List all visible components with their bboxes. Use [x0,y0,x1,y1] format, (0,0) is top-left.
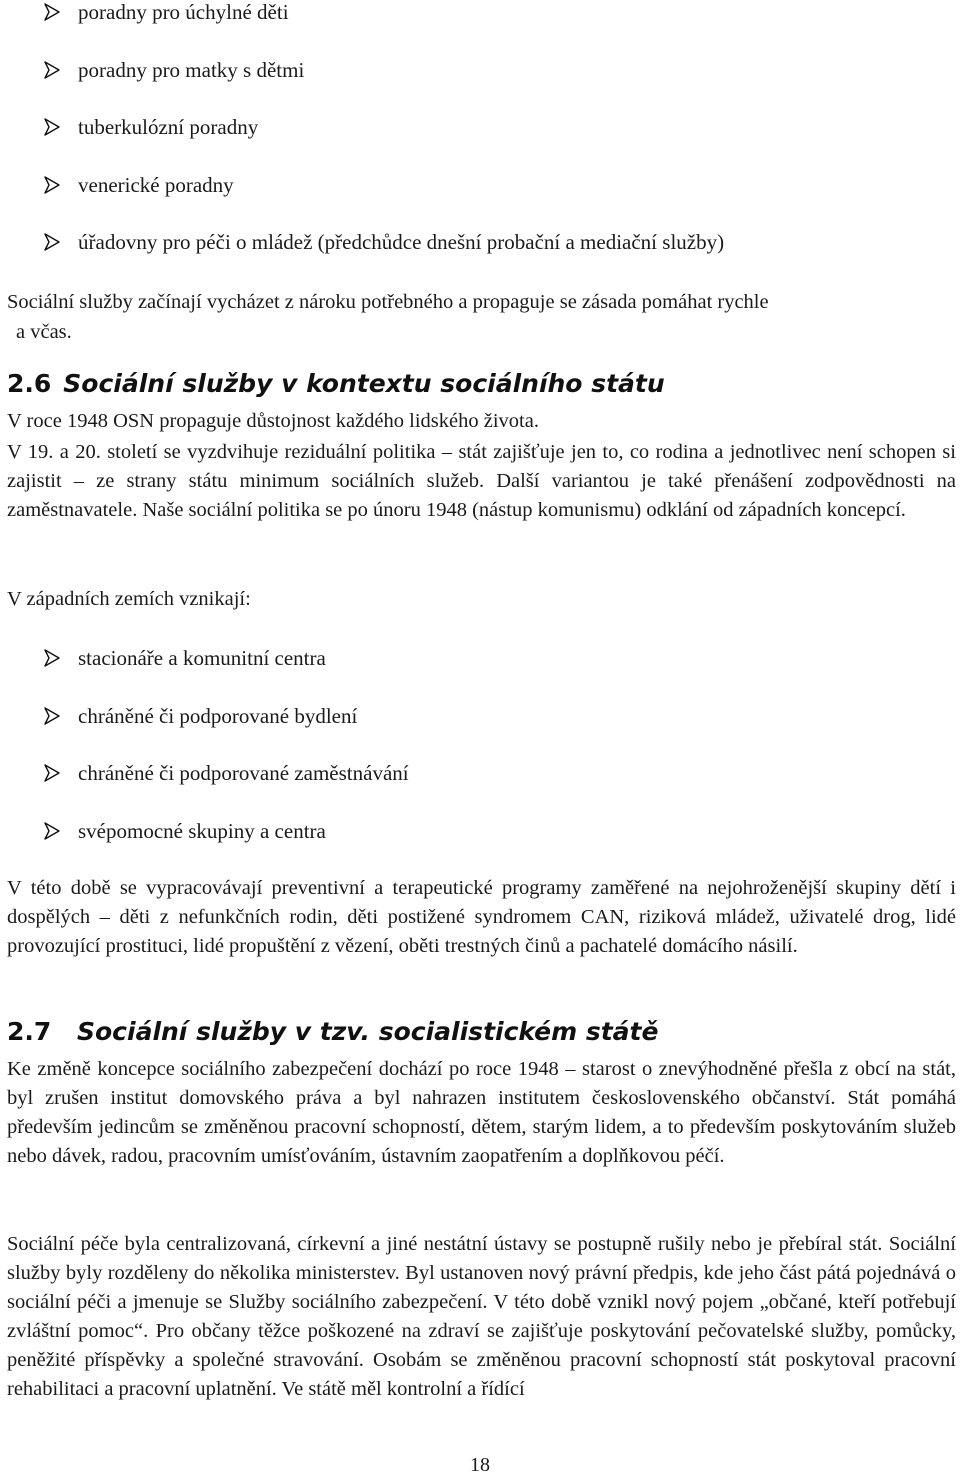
arrowhead-bullet-icon [42,648,62,668]
section-title: Sociální služby v kontextu sociálního státu [63,369,665,398]
list-item-text: chráněné či podporované bydlení [78,704,358,728]
arrowhead-bullet-icon [42,117,62,137]
list-item-text: svépomocné skupiny a centra [78,819,326,843]
concept-change-paragraph: Ke změně koncepce sociálního zabezpečení dochází po roce 1948 – starost o znevýhodněné přešla z obcí na stát, byl zrušen institut domovského práva a byl nahrazen institutem československého občanství. Stát pomáhá především jedincům se změněnou pracovní schopností, dětem, starým lidem, a to především poskytováním služeb nebo dávek, radou, pracovním umísťováním, ústavním zaopatřením a doplňkovou péčí. [7,1058,956,1167]
arrowhead-bullet-icon [42,175,62,195]
list-item-text: poradny pro matky s dětmi [78,58,305,82]
arrowhead-bullet-icon [42,763,62,783]
section-heading-2-7 [7,1015,658,1049]
intro-line-1: Sociální služby začínají vycházet z nároku potřebného a propaguje se zásada pomáhat rychle [7,291,769,313]
prevention-paragraph: V této době se vypracovávají preventivní a terapeutické programy zaměřené na nejohroženější skupiny dětí i dospělých – děti z nefunkčních rodin, děti postižené syndromem CAN, riziková mládež, uživatelé drog, lidé provozující prostituci, lidé propuštění z vězení, oběti trestných činů a pachatelé domácího násilí. [7,877,956,957]
centralization-paragraph: Sociální péče byla centralizovaná, církevní a jiné nestátní ústavy se postupně rušily nebo je přebíral stát. Sociální služby byly rozděleny do několika ministerstev. Byl ustanoven nový právní předpis, kde jeho část pátá pojednává o sociální péči a jmenuje se Služby sociálního zabezpečení. V této době vznikl nový pojem „občané, kteří potřebují zvláštní pomoc“. Pro občany těžce poškozené na zdraví se zajišťuje poskytování pečovatelské služby, pomůcky, peněžité příspěvky a společné stravování. Osobám se změněnou pracovní schopností stát poskytoval pracovní rehabilitaci a pracovní uplatnění. Ve státě měl kontrolní a řídící [7,1233,956,1400]
west-intro: V západních zemích vznikají: [7,588,251,610]
list-item-text: venerické poradny [78,173,234,197]
arrowhead-bullet-icon [42,60,62,80]
list-item-text: poradny pro úchylné děti [78,0,289,24]
arrowhead-bullet-icon [42,2,62,22]
section-heading-2-6 [7,367,665,401]
page-number: 18 [470,1454,490,1476]
list-item-text: tuberkulózní poradny [78,115,259,139]
un-sentence: V roce 1948 OSN propaguje důstojnost každého lidského života. [7,410,539,432]
list-item-text: stacionáře a komunitní centra [78,646,326,670]
list-item-text: úřadovny pro péči o mládež (předchůdce dnešní probační a mediační služby) [78,230,725,254]
section-title: Sociální služby v tzv. socialistickém státě [77,1017,659,1046]
intro-line-2: a včas. [16,321,72,343]
section-number: 2.7 [7,1017,52,1046]
section-number: 2.6 [7,369,52,398]
residual-policy-paragraph: V 19. a 20. století se vyzdvihuje reziduální politika – stát zajišťuje jen to, co rodina a jednotlivec není schopen si zajistit – ze strany státu minimum sociálních služeb. Další variantou je také přenášení zodpovědnosti na zaměstnavatele. Naše sociální politika se po únoru 1948 (nástup komunismu) odklání od západních koncepcí. [7,441,956,521]
arrowhead-bullet-icon [42,821,62,841]
list-item-text: chráněné či podporované zaměstnávání [78,761,409,785]
arrowhead-bullet-icon [42,232,62,252]
arrowhead-bullet-icon [42,706,62,726]
